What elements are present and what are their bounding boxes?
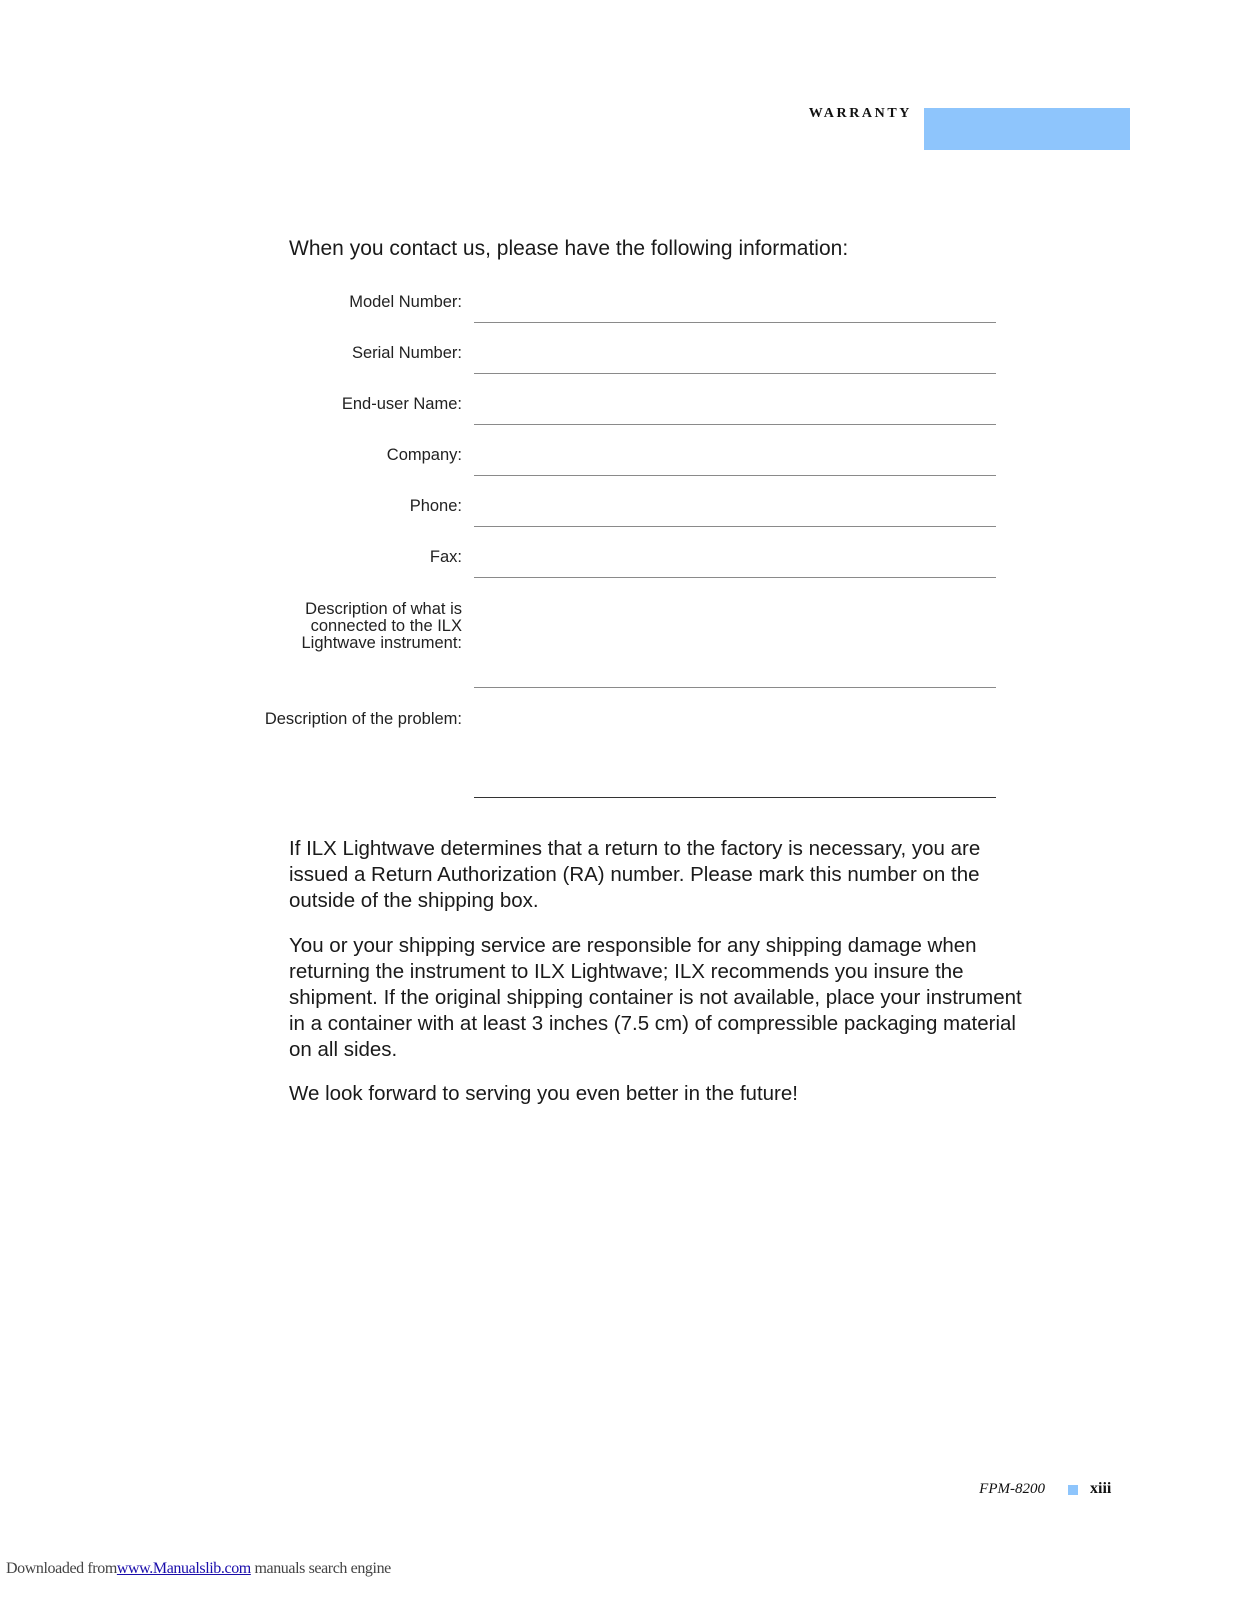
model-number-line[interactable] (474, 322, 996, 323)
closing-paragraph (289, 1081, 1089, 1107)
connected-description-label (302, 601, 463, 652)
connected-description-label-line: Lightwave instrument: (301, 634, 462, 652)
return-authorization-paragraph (289, 836, 1089, 914)
connected-description-line[interactable] (474, 687, 996, 688)
paragraph-line: shipment. If the original shipping container is not available, place your instrument (289, 986, 1022, 1009)
section-title: WARRANTY (808, 106, 912, 121)
paragraph-line: We look forward to serving you even better in the future! (289, 1082, 798, 1105)
download-banner-suffix: manuals search engine (250, 1560, 391, 1577)
shipping-damage-paragraph (289, 933, 1089, 1063)
phone-line[interactable] (474, 526, 996, 527)
section-accent-bar (924, 108, 1130, 150)
model-number-label: Model Number: (349, 293, 462, 311)
paragraph-line: outside of the shipping box. (289, 889, 539, 912)
company-label: Company: (386, 446, 462, 464)
intro-text: When you contact us, please have the following information: (289, 237, 849, 260)
page-number: xiii (1090, 1480, 1112, 1497)
fax-label: Fax: (429, 548, 462, 566)
problem-description-label: Description of the problem: (264, 710, 462, 728)
problem-description-line[interactable] (474, 797, 996, 798)
footer-square-icon (1068, 1485, 1078, 1495)
company-line[interactable] (474, 475, 996, 476)
phone-label: Phone: (409, 497, 462, 515)
paragraph-line: returning the instrument to ILX Lightwave; ILX recommends you insure the (289, 960, 964, 983)
paragraph-line: issued a Return Authorization (RA) number. Please mark this number on the (289, 863, 980, 886)
end-user-name-label: End-user Name: (341, 395, 462, 413)
serial-number-label: Serial Number: (351, 344, 462, 362)
download-banner (6, 1560, 391, 1578)
manualslib-link[interactable]: www.Manualslib.com (116, 1560, 251, 1577)
footer-model-number: FPM-8200 (979, 1481, 1045, 1497)
fax-line[interactable] (474, 577, 996, 578)
paragraph-line: in a container with at least 3 inches (7.5 cm) of compressible packaging material (289, 1012, 1016, 1035)
paragraph-line: You or your shipping service are responsible for any shipping damage when (289, 934, 977, 957)
paragraph-line: on all sides. (289, 1038, 398, 1061)
connected-description-label-line: connected to the ILX (310, 617, 462, 635)
paragraph-line: If ILX Lightwave determines that a return to the factory is necessary, you are (289, 837, 981, 860)
end-user-name-line[interactable] (474, 424, 996, 425)
connected-description-label-line: Description of what is (305, 600, 462, 618)
serial-number-line[interactable] (474, 373, 996, 374)
download-banner-prefix: Downloaded from (6, 1560, 117, 1577)
